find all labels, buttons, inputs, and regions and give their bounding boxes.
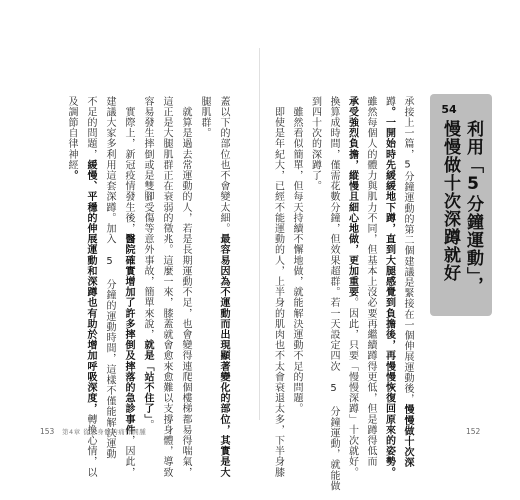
left-text: 這正是大腿肌群正在衰弱的徵兆。這麼一來，膝蓋就會愈來愈難以支撐身體，導致 — [161, 96, 172, 478]
left-text: 。 — [142, 419, 153, 431]
left-text-column — [85, 96, 96, 478]
left-running-head: 第4章 從意身體的痛作開腫 — [62, 428, 147, 436]
section-number: 54 — [441, 103, 457, 116]
left-text-column — [104, 96, 115, 460]
right-text-column — [346, 96, 358, 478]
left-text-column — [123, 96, 134, 478]
left-text: 實際上，新冠疫情發生後， — [123, 96, 134, 234]
left-text: 蓋以下的部位也不會變太細。 — [218, 96, 229, 234]
right-text-column — [383, 96, 395, 478]
left-text-column — [161, 96, 172, 478]
right-text: 即使是年紀大，已經不能運動的人，上半身的肌肉也不太會衰退太多，下半身膝 — [272, 96, 284, 478]
right-bold-text: 。一開始時先緩緩地下蹲，直到大腿感覺到負擔後，再慢慢恢復回原來的姿勢。 — [383, 106, 395, 478]
left-text: 及調節自律神經 — [66, 96, 77, 171]
right-bold-text: 慢慢做十次深 — [402, 404, 413, 469]
left-bold-text: 緩慢、平穩的伸展運動和深蹲也有助於增加呼吸深度， — [85, 159, 96, 415]
left-text-column — [180, 96, 191, 478]
right-text: 。因此，只要「慢慢深蹲」十次就好。 — [346, 297, 358, 478]
left-text: 腿肌群。 — [199, 96, 210, 139]
right-text-column — [272, 96, 284, 478]
right-text: 蹲 — [383, 96, 395, 107]
left-text: 不足的問題， — [85, 96, 96, 160]
right-text-column — [291, 96, 302, 414]
right-text-column — [402, 96, 413, 469]
right-text: 到四十次的深蹲了。 — [309, 96, 321, 192]
heading-line-2: 慢慢做十次深蹲就好 — [440, 120, 460, 282]
right-text: 承接上一篇，5分鐘運動的第二個建議是緊接在一個伸展運動後， — [402, 96, 413, 405]
left-bold-text: 醫院確實增加了許多摔倒及摔落的急診事件 — [123, 233, 134, 436]
left-bold-text: 。 — [66, 170, 77, 181]
left-text-column — [142, 96, 153, 431]
left-text-column — [199, 96, 210, 396]
left-text: 建議大家多利用這套深蹲。加入 5 分鐘的運動時間，這樣不僅能解決運動 — [104, 96, 115, 460]
right-text-column — [310, 96, 321, 396]
left-text: 容易發生摔倒或是雙腳受傷等意外事故，簡單來說， — [142, 96, 153, 340]
left-text: 就算是過去常運動的人，若是長期運動不足，也會變得連爬個樓梯都易得喘氣， — [180, 96, 191, 478]
left-text: ，因此， — [123, 435, 134, 478]
right-text-column — [365, 96, 376, 467]
left-bold-text: 最容易因為不運動而出現顯著變化的部位，其實是大 — [218, 233, 229, 478]
right-bold-text: 承受強烈負擔，縱慢且細心地做，更加重要 — [346, 96, 358, 298]
right-text-column — [328, 96, 339, 492]
right-text: 雖然看似簡單，但每天持續不懈地做，就能解決運動不足的問題。 — [291, 96, 302, 414]
left-text: 轉換心情，以 — [85, 414, 96, 478]
left-text-column — [66, 96, 77, 396]
left-page-number: 153 — [40, 427, 55, 436]
right-text: 換算成時間，僅需花數分鐘，但效果超群。若一天設定四次 5 分鐘運動，就能做 — [328, 96, 339, 492]
heading-line-1: 利用「5分鐘運動」， — [463, 120, 483, 295]
right-text: 雖然每個人的體力與肌力不同，但基本上沒必要再繼續蹲得更低，但是蹲得低而 — [365, 96, 376, 467]
left-text-column — [218, 96, 229, 478]
left-bold-text: 就是「站不住了」 — [142, 339, 153, 420]
right-page-number: 152 — [466, 427, 481, 436]
